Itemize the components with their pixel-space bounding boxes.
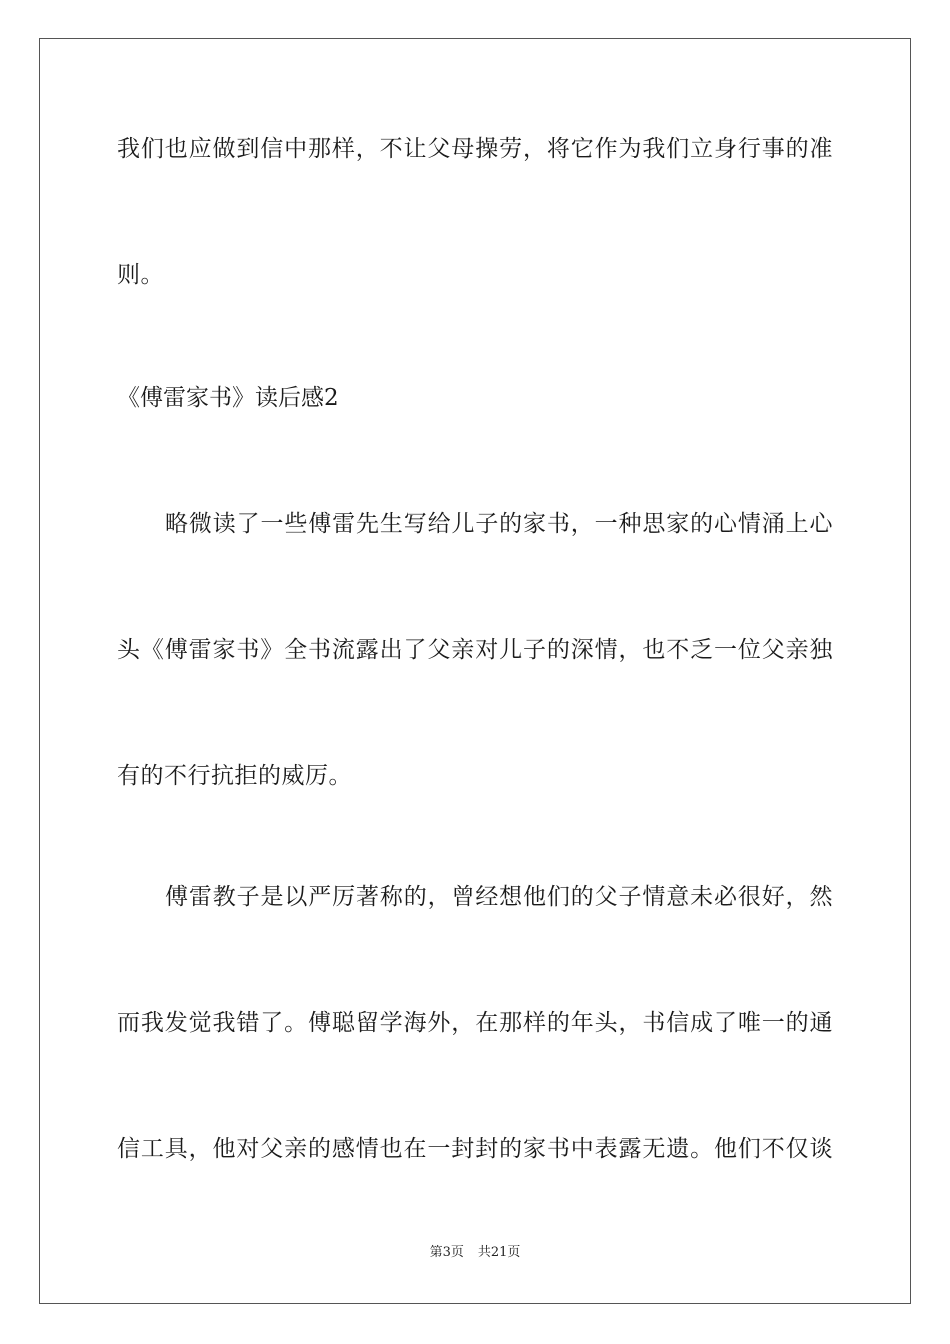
paragraph2-line-2: 而我发觉我错了。傅聪留学海外，在那样的年头，书信成了唯一的通 bbox=[117, 1010, 833, 1036]
paragraph1-line-1: 略微读了一些傅雷先生写给儿子的家书，一种思家的心情涌上心 bbox=[165, 511, 833, 537]
page-number: 第3页 bbox=[429, 1245, 464, 1260]
page-border bbox=[39, 38, 911, 1304]
body-line-2: 则。 bbox=[117, 262, 164, 288]
paragraph1-line-2: 头《傅雷家书》全书流露出了父亲对儿子的深情，也不乏一位父亲独 bbox=[117, 637, 833, 663]
paragraph2-line-1: 傅雷教子是以严厉著称的，曾经想他们的父子情意未必很好，然 bbox=[165, 884, 833, 910]
page-footer bbox=[0, 1244, 950, 1262]
paragraph2-line-3: 信工具，他对父亲的感情也在一封封的家书中表露无遗。他们不仅谈 bbox=[117, 1136, 833, 1162]
section-heading: 《傅雷家书》读后感2 bbox=[117, 385, 339, 411]
page-total: 共21页 bbox=[477, 1245, 521, 1260]
body-line-1: 我们也应做到信中那样，不让父母操劳，将它作为我们立身行事的准 bbox=[117, 136, 833, 162]
paragraph1-line-3: 有的不行抗拒的威厉。 bbox=[117, 763, 352, 789]
